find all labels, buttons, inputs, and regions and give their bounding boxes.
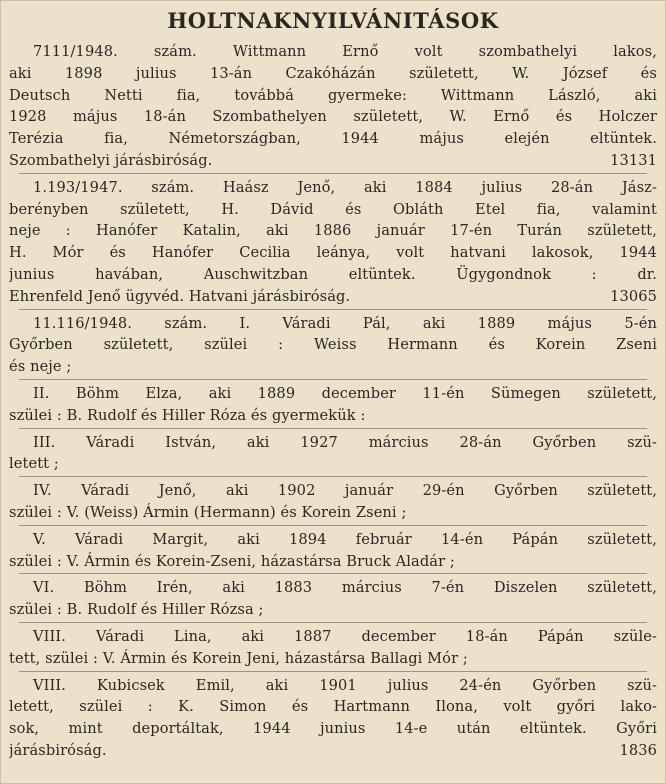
notice-line: [9, 480, 657, 502]
notice-line-text: III. Váradi István, aki 1927 március 28-án Győrben szü-: [33, 433, 657, 451]
notice-line-text: 1928 május 18-án Szombathelyen született, W. Ernő és Holczer: [9, 108, 657, 126]
notice-line-text: 11.116/1948. szám. I. Váradi Pál, aki 1889 május 5-én: [33, 314, 657, 332]
notice-line: [9, 334, 657, 356]
notice-entry: [9, 577, 657, 621]
notice-line: [9, 177, 657, 199]
entry-divider: [19, 671, 647, 672]
entry-divider: [19, 622, 647, 623]
notice-line-text: Terézia fia, Németországban, 1944 május elején eltüntek.: [9, 130, 657, 148]
notice-line-text: aki 1898 julius 13-án Czakóházán született, W. József és: [9, 64, 657, 82]
notice-reference-number: 13065: [610, 287, 657, 305]
notice-line-text: Ehrenfeld Jenő ügyvéd. Hatvani járásbiróság.: [9, 287, 351, 305]
notice-line-text: V. Váradi Margit, aki 1894 február 14-én Pápán született,: [33, 530, 657, 548]
notice-line-text: szülei : B. Rudolf és Hiller Rózsa ;: [9, 601, 264, 619]
notice-line-text: berényben született, H. Dávid és Obláth Etel fia, valamint: [9, 200, 657, 218]
notice-line-text: tett, szülei : V. Ármin és Korein Jeni, házastársa Ballagi Mór ;: [9, 649, 468, 667]
notice-line: [9, 242, 657, 264]
notice-line: [9, 128, 657, 150]
notice-entry: [9, 177, 657, 308]
entry-divider: [19, 476, 647, 477]
notice-line-text: II. Böhm Elza, aki 1889 december 11-én Sümegen született,: [33, 384, 657, 402]
notice-line-text: letett, szülei : K. Simon és Hartmann Ilona, volt győri lako-: [9, 698, 657, 716]
notice-line: [9, 696, 657, 718]
notice-line: [9, 453, 657, 475]
notice-line: [9, 740, 657, 762]
notice-line-text: szülei : V. Ármin és Korein-Zseni, házastársa Bruck Aladár ;: [9, 552, 455, 570]
notice-line-text: 7111/1948. szám. Wittmann Ernő volt szombathelyi lakos,: [33, 43, 657, 60]
notice-line-text: VIII. Váradi Lina, aki 1887 december 18-án Pápán szüle-: [33, 627, 657, 645]
page-title: HOLTNAKNYILVÁNITÁSOK: [167, 8, 499, 33]
notice-line: [9, 85, 657, 107]
notice-line: [9, 41, 657, 63]
notice-line-text: junius havában, Auschwitzban eltüntek. Ügygondnok : dr.: [9, 265, 657, 283]
notice-line: [9, 220, 657, 242]
notice-line-text: Szombathelyi járásbiróság.: [9, 151, 213, 169]
notice-entry: [9, 529, 657, 573]
notice-line-text: letett ;: [9, 455, 59, 473]
notice-line: [9, 718, 657, 740]
notice-line-text: 1.193/1947. szám. Haász Jenő, aki 1884 julius 28-án Jász-: [33, 178, 657, 196]
notice-line: [9, 675, 657, 697]
notice-entry: [9, 432, 657, 476]
notice-line-text: neje : Hanófer Katalin, aki 1886 január 17-én Turán született,: [9, 222, 657, 240]
notice-line: [9, 150, 657, 172]
notice-entry: [9, 313, 657, 378]
notice-line-text: VIII. Kubicsek Emil, aki 1901 julius 24-én Győrben szü-: [33, 676, 657, 694]
notice-line: [9, 648, 657, 670]
notice-line: [9, 313, 657, 335]
entry-divider: [19, 309, 647, 310]
notice-line: [9, 383, 657, 405]
notice-entry: [9, 41, 657, 172]
notice-line-text: VI. Böhm Irén, aki 1883 március 7-én Diszelen született,: [33, 579, 657, 597]
entry-divider: [19, 428, 647, 429]
entry-divider: [19, 173, 647, 174]
notice-line: [9, 599, 657, 621]
notice-line: [9, 106, 657, 128]
notice-entry: [9, 675, 657, 762]
entry-divider: [19, 573, 647, 574]
entry-divider: [19, 525, 647, 526]
notice-line: [9, 405, 657, 427]
notice-line: [9, 432, 657, 454]
notice-entry: [9, 383, 657, 427]
notice-line-text: IV. Váradi Jenő, aki 1902 január 29-én Győrben született,: [33, 482, 657, 500]
notice-line-text: sok, mint deportáltak, 1944 junius 14-e után eltüntek. Győri: [9, 720, 657, 738]
notice-line: [9, 626, 657, 648]
entry-divider: [19, 379, 647, 380]
notice-list: [9, 41, 657, 762]
notice-line: [9, 551, 657, 573]
notice-line-text: szülei : V. (Weiss) Ármin (Hermann) és Korein Zseni ;: [9, 503, 407, 521]
notice-line: [9, 577, 657, 599]
notice-line: [9, 199, 657, 221]
notice-line-text: Győrben született, szülei : Weiss Hermann és Korein Zseni: [9, 336, 657, 354]
notice-entry: [9, 480, 657, 524]
notice-reference-number: 1836: [619, 741, 657, 759]
notice-line: [9, 63, 657, 85]
notice-entry: [9, 626, 657, 670]
notice-line: [9, 529, 657, 551]
notice-line: [9, 264, 657, 286]
notice-line: [9, 356, 657, 378]
notice-line-text: Deutsch Netti fia, továbbá gyermeke: Wittmann László, aki: [9, 86, 657, 104]
notice-reference-number: 13131: [610, 151, 657, 169]
notice-line-text: és neje ;: [9, 358, 72, 376]
notice-line: [9, 286, 657, 308]
notice-line: [9, 502, 657, 524]
notice-line-text: járásbiróság.: [9, 741, 107, 759]
notice-line-text: szülei : B. Rudolf és Hiller Róza és gyermekük :: [9, 406, 366, 424]
notice-line-text: H. Mór és Hanófer Cecilia leánya, volt hatvani lakosok, 1944: [9, 244, 657, 262]
